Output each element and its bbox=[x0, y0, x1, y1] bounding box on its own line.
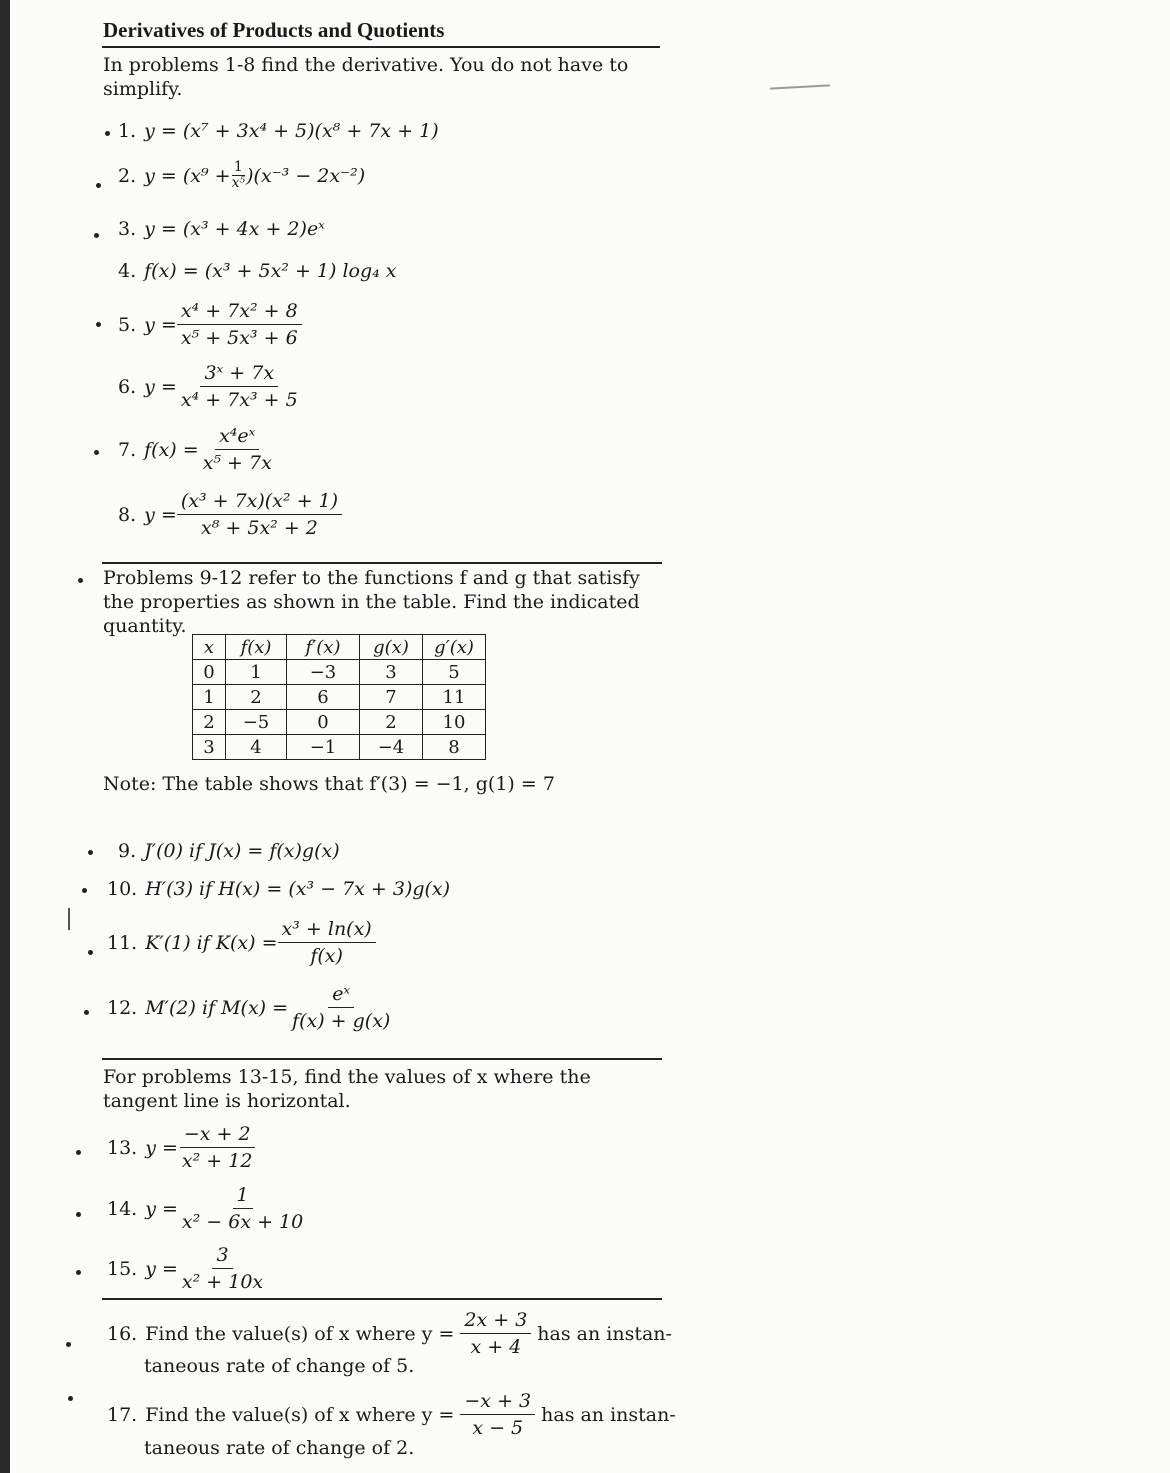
fraction-numerator: (x³ + 7x)(x² + 1) bbox=[177, 490, 342, 515]
table-cell: −3 bbox=[287, 660, 360, 685]
table-header: f(x) bbox=[226, 635, 287, 660]
problem-number: 10. bbox=[107, 878, 138, 900]
problem-11 bbox=[107, 918, 376, 967]
table-note: Note: The table shows that f′(3) = −1, g(1) = 7 bbox=[103, 773, 555, 795]
table-header: f′(x) bbox=[287, 635, 360, 660]
problem-6 bbox=[118, 362, 302, 411]
table-row bbox=[193, 685, 486, 710]
table-row bbox=[193, 660, 486, 685]
problem-number: 13. bbox=[107, 1136, 138, 1159]
fraction bbox=[460, 1309, 531, 1358]
fraction-denominator: x² + 10x bbox=[181, 1271, 264, 1293]
table-cell: 10 bbox=[423, 710, 486, 735]
problem-17-continuation: taneous rate of change of 2. bbox=[144, 1437, 415, 1459]
fraction bbox=[177, 300, 302, 349]
problem-text: Find the value(s) of x where y = bbox=[145, 1322, 455, 1345]
fraction-numerator: x⁴ + 7x² + 8 bbox=[177, 300, 302, 325]
problem-lhs: y = bbox=[144, 313, 177, 336]
problem-2 bbox=[118, 160, 365, 191]
table-cell: −1 bbox=[287, 735, 360, 760]
problem-3 bbox=[118, 218, 325, 240]
stray-mark bbox=[770, 84, 830, 89]
fraction-denominator: f(x) bbox=[310, 945, 343, 967]
margin-mark bbox=[66, 1342, 71, 1347]
section-rule bbox=[102, 562, 662, 564]
problem-13 bbox=[107, 1123, 256, 1172]
problem-lhs: y = bbox=[144, 503, 177, 526]
fraction-numerator: 3 bbox=[212, 1244, 232, 1269]
table-cell: 2 bbox=[360, 710, 423, 735]
table-cell: 3 bbox=[193, 735, 226, 760]
problem-number: 11. bbox=[107, 931, 138, 954]
fraction bbox=[177, 490, 342, 539]
problem-text-post: has an instan- bbox=[537, 1322, 672, 1345]
problem-expression: (x³ + 4x + 2)eˣ bbox=[182, 218, 325, 240]
problem-lhs: y = bbox=[145, 1197, 178, 1220]
problem-12 bbox=[107, 983, 394, 1032]
margin-mark bbox=[105, 131, 110, 136]
problem-number: 8. bbox=[118, 503, 137, 526]
intro-1-8: In problems 1-8 find the derivative. You do not have to simplify. bbox=[103, 54, 629, 100]
table-cell: 6 bbox=[287, 685, 360, 710]
problem-5 bbox=[118, 300, 302, 349]
margin-mark bbox=[82, 888, 87, 893]
problem-lhs: y = bbox=[144, 164, 177, 187]
margin-mark bbox=[88, 850, 93, 855]
problem-lhs: y = bbox=[145, 1136, 178, 1159]
margin-mark bbox=[84, 1010, 89, 1015]
problem-number: 7. bbox=[118, 438, 137, 461]
fraction-denominator: x² + 12 bbox=[181, 1150, 253, 1172]
fraction-denominator: x⁵ + 7x bbox=[202, 452, 272, 474]
fraction-denominator: x⁸ + 5x² + 2 bbox=[201, 517, 318, 539]
fraction bbox=[288, 983, 394, 1032]
section-rule bbox=[102, 1058, 662, 1060]
table-cell: 1 bbox=[193, 685, 226, 710]
margin-mark bbox=[76, 1150, 81, 1155]
problem-expression: H′(3) if H(x) = (x³ − 7x + 3)g(x) bbox=[145, 878, 451, 900]
problem-lhs: y = bbox=[145, 1257, 178, 1280]
margin-mark bbox=[78, 578, 83, 583]
table-header-row bbox=[193, 635, 486, 660]
problem-text-post: has an instan- bbox=[541, 1403, 676, 1426]
fraction-numerator: −x + 2 bbox=[180, 1123, 255, 1148]
problem-number: 17. bbox=[107, 1403, 138, 1426]
problem-expression: J′(0) if J(x) = f(x)g(x) bbox=[144, 840, 340, 862]
problem-lhs: y = bbox=[144, 218, 177, 240]
problem-number: 2. bbox=[118, 164, 137, 187]
table-cell: 4 bbox=[226, 735, 287, 760]
problem-number: 4. bbox=[118, 260, 137, 282]
problem-10 bbox=[107, 878, 450, 900]
problem-1 bbox=[118, 120, 439, 142]
fraction-numerator: x⁴eˣ bbox=[215, 425, 259, 450]
table-header: x bbox=[193, 635, 226, 660]
table-header: g(x) bbox=[360, 635, 423, 660]
problem-expression-pre: (x⁹ + bbox=[182, 164, 231, 187]
worksheet-page bbox=[10, 0, 1170, 1473]
problem-number: 1. bbox=[118, 120, 137, 142]
table-cell: 7 bbox=[360, 685, 423, 710]
function-table bbox=[192, 634, 486, 760]
problem-number: 6. bbox=[118, 375, 137, 398]
problem-expression-pre: K′(1) if K(x) = bbox=[145, 931, 278, 954]
fraction-numerator: 1 bbox=[233, 159, 243, 175]
margin-mark bbox=[68, 1396, 73, 1401]
problem-7 bbox=[118, 425, 276, 474]
table-cell: −4 bbox=[360, 735, 423, 760]
table-cell: −5 bbox=[226, 710, 287, 735]
fraction-denominator: x − 5 bbox=[472, 1417, 524, 1439]
problem-lhs: y = bbox=[144, 375, 177, 398]
table-cell: 2 bbox=[193, 710, 226, 735]
fraction bbox=[178, 1123, 257, 1172]
fraction-numerator: 1 bbox=[233, 1184, 253, 1209]
problem-expression-pre: M′(2) if M(x) = bbox=[145, 996, 289, 1019]
margin-mark bbox=[94, 450, 99, 455]
title-rule bbox=[102, 46, 660, 48]
problem-expression: (x³ + 5x² + 1) log₄ x bbox=[204, 260, 397, 282]
fraction-denominator: x + 4 bbox=[470, 1336, 522, 1358]
problem-number: 5. bbox=[118, 313, 137, 336]
margin-mark bbox=[96, 322, 101, 327]
table-cell: 0 bbox=[287, 710, 360, 735]
fraction-denominator: x⁴ + 7x³ + 5 bbox=[180, 389, 298, 411]
margin-mark bbox=[76, 1270, 81, 1275]
problem-16 bbox=[107, 1309, 672, 1358]
fraction bbox=[178, 1184, 307, 1233]
problem-text: Find the value(s) of x where y = bbox=[145, 1403, 455, 1426]
inline-fraction bbox=[232, 160, 246, 191]
problem-number: 3. bbox=[118, 218, 137, 240]
fraction bbox=[460, 1390, 535, 1439]
fraction-numerator: x³ + ln(x) bbox=[278, 918, 376, 943]
page-title: Derivatives of Products and Quotients bbox=[103, 18, 445, 42]
intro-13-15: For problems 13-15, find the values of x where the tangent line is horizontal. bbox=[103, 1066, 591, 1112]
problem-expression: (x⁷ + 3x⁴ + 5)(x⁸ + 7x + 1) bbox=[182, 120, 439, 142]
fraction-numerator: 3ˣ + 7x bbox=[200, 362, 278, 387]
fraction-denominator: f(x) + g(x) bbox=[292, 1010, 391, 1032]
fraction-numerator: −x + 3 bbox=[460, 1390, 535, 1415]
table-cell: 5 bbox=[423, 660, 486, 685]
margin-mark bbox=[88, 950, 93, 955]
fraction-denominator: x⁵ bbox=[231, 175, 246, 191]
problem-expression-post: )(x⁻³ − 2x⁻²) bbox=[246, 164, 366, 187]
fraction-numerator: eˣ bbox=[328, 983, 354, 1008]
fraction bbox=[278, 918, 376, 967]
fraction bbox=[177, 362, 302, 411]
problem-number: 9. bbox=[118, 840, 137, 862]
fraction bbox=[199, 425, 276, 474]
problem-number: 16. bbox=[107, 1322, 138, 1345]
problem-9 bbox=[118, 840, 340, 862]
table-row bbox=[193, 710, 486, 735]
problem-number: 12. bbox=[107, 996, 138, 1019]
margin-mark bbox=[96, 183, 101, 188]
problem-8 bbox=[118, 490, 342, 539]
problem-17 bbox=[107, 1390, 676, 1439]
problem-lhs: f(x) = bbox=[144, 438, 199, 461]
fraction-denominator: x² − 6x + 10 bbox=[181, 1211, 304, 1233]
table-row bbox=[193, 735, 486, 760]
section-rule bbox=[102, 1298, 662, 1300]
problem-15 bbox=[107, 1244, 267, 1293]
fraction bbox=[178, 1244, 267, 1293]
margin-mark bbox=[94, 233, 99, 238]
table-cell: 2 bbox=[226, 685, 287, 710]
fraction-denominator: x⁵ + 5x³ + 6 bbox=[180, 327, 298, 349]
table-cell: 3 bbox=[360, 660, 423, 685]
fraction-numerator: 2x + 3 bbox=[460, 1309, 531, 1334]
table-header: g′(x) bbox=[423, 635, 486, 660]
problem-14 bbox=[107, 1184, 307, 1233]
problem-number: 14. bbox=[107, 1197, 138, 1220]
problem-number: 15. bbox=[107, 1257, 138, 1280]
stray-mark bbox=[68, 908, 70, 930]
problem-4 bbox=[118, 260, 397, 282]
margin-mark bbox=[76, 1212, 81, 1217]
problem-16-continuation: taneous rate of change of 5. bbox=[144, 1355, 415, 1377]
table-cell: 0 bbox=[193, 660, 226, 685]
intro-9-12: Problems 9-12 refer to the functions f and g that satisfy the properties as shown in the table. Find the indicated quantity. bbox=[103, 567, 640, 637]
table-cell: 11 bbox=[423, 685, 486, 710]
problem-lhs: f(x) = bbox=[144, 260, 199, 282]
table-cell: 1 bbox=[226, 660, 287, 685]
problem-lhs: y = bbox=[144, 120, 177, 142]
table-cell: 8 bbox=[423, 735, 486, 760]
